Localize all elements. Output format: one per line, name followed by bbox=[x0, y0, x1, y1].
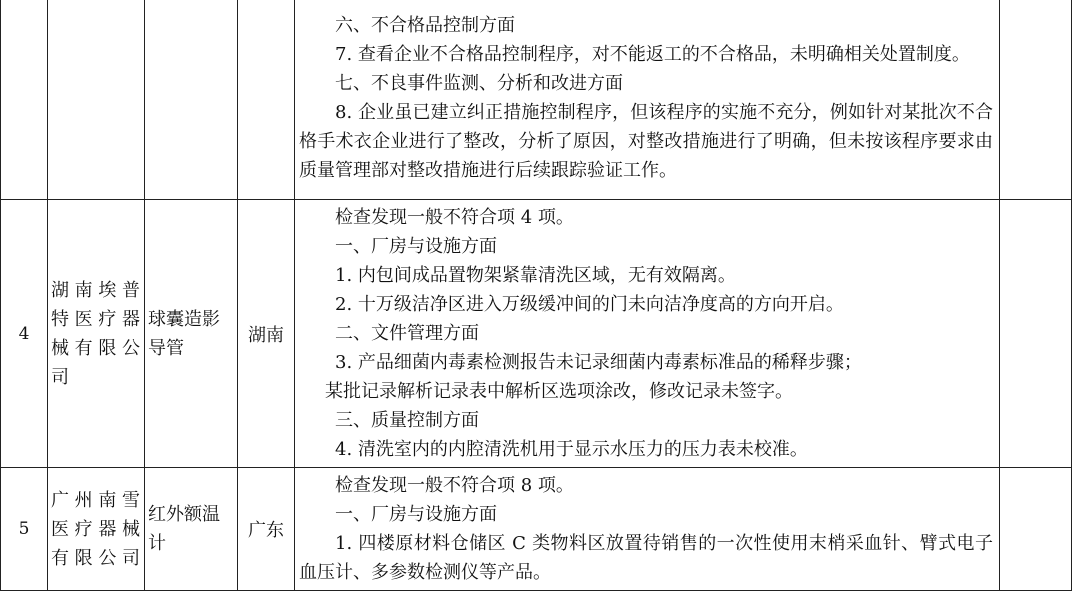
product-name bbox=[145, 0, 238, 200]
table-row bbox=[1, 468, 1072, 591]
finding-line: 4. 清洗室内的内腔清洗机用于显示水压力的压力表未校准。 bbox=[335, 439, 808, 460]
province bbox=[238, 0, 295, 200]
findings-cell bbox=[295, 0, 1000, 200]
company-name: 广州南雪医疗器械有限公司 bbox=[48, 468, 145, 591]
company-name bbox=[48, 0, 145, 200]
remarks-cell bbox=[1000, 468, 1072, 591]
finding-line: 1. 内包间成品置物架紧靠清洗区域，无有效隔离。 bbox=[335, 265, 736, 286]
finding-line: 1. 四楼原材料仓储区 C 类物料区放置待销售的一次性使用末梢采血针、臂式电子血压计、多参数检测仪等产品。 bbox=[299, 533, 993, 583]
finding-line: 六、不合格品控制方面 bbox=[335, 15, 515, 36]
row-number: 5 bbox=[1, 468, 48, 591]
findings-cell bbox=[295, 468, 1000, 591]
finding-line: 3. 产品细菌内毒素检测报告未记录细菌内毒素标准品的稀释步骤； bbox=[335, 352, 862, 373]
product-name: 红外额温计 bbox=[145, 468, 238, 591]
row-number bbox=[1, 0, 48, 200]
table-row bbox=[1, 0, 1072, 200]
province: 湖南 bbox=[238, 200, 295, 468]
table-row bbox=[1, 200, 1072, 468]
company-name: 湖南埃普特医疗器械有限公司 bbox=[48, 200, 145, 468]
finding-line: 七、不良事件监测、分析和改进方面 bbox=[335, 73, 623, 94]
row-number: 4 bbox=[1, 200, 48, 468]
remarks-cell bbox=[1000, 0, 1072, 200]
finding-line: 检查发现一般不符合项 8 项。 bbox=[335, 475, 574, 496]
finding-line: 检查发现一般不符合项 4 项。 bbox=[335, 207, 574, 228]
finding-line: 二、文件管理方面 bbox=[335, 323, 479, 344]
finding-line: 7. 查看企业不合格品控制程序，对不能返工的不合格品，未明确相关处置制度。 bbox=[335, 44, 970, 65]
finding-line: 某批记录解析记录表中解析区选项涂改，修改记录未签字。 bbox=[325, 381, 793, 402]
remarks-cell bbox=[1000, 200, 1072, 468]
province: 广东 bbox=[238, 468, 295, 591]
finding-line: 2. 十万级洁净区进入万级缓冲间的门未向洁净度高的方向开启。 bbox=[335, 294, 844, 315]
findings-cell bbox=[295, 200, 1000, 468]
finding-line: 一、厂房与设施方面 bbox=[335, 504, 497, 525]
product-name: 球囊造影导管 bbox=[145, 200, 238, 468]
finding-line: 8. 企业虽已建立纠正措施控制程序，但该程序的实施不充分，例如针对某批次不合格手术衣企业进行了整改，分析了原因，对整改措施进行了明确，但未按该程序要求由质量管理部对整改措施进行后续跟踪验证工作。 bbox=[299, 102, 993, 181]
finding-line: 三、质量控制方面 bbox=[335, 410, 479, 431]
finding-line: 一、厂房与设施方面 bbox=[335, 236, 497, 257]
